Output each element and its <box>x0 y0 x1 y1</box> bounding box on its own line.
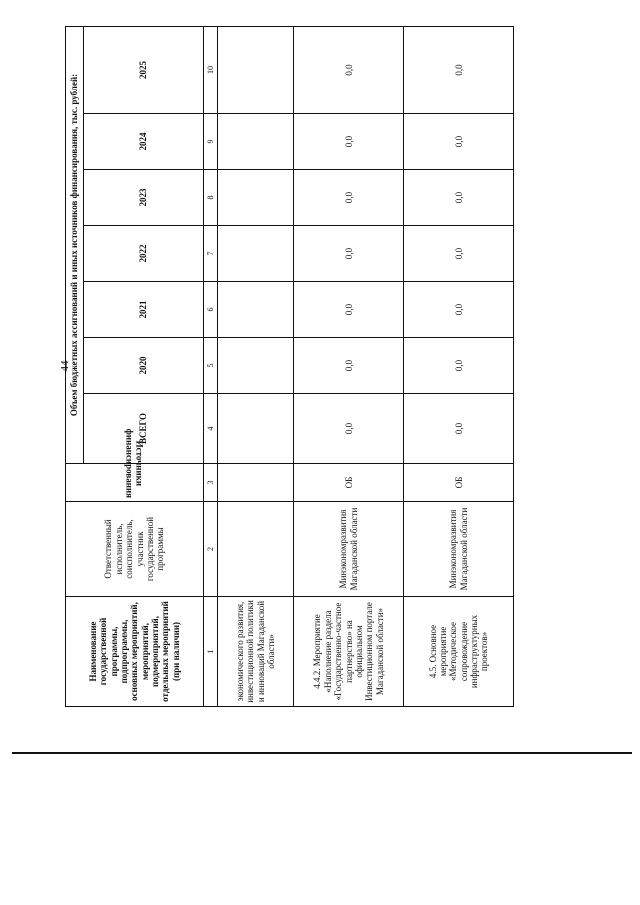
row-value-2023: 0,0 <box>404 170 514 226</box>
row-source: ОБ <box>294 464 404 502</box>
table-row <box>294 26 404 706</box>
row-value-2022: 0,0 <box>294 226 404 282</box>
row-value-2021 <box>218 282 294 338</box>
row-value-2022: 0,0 <box>404 226 514 282</box>
row-executor: Минэкономразвития Магаданской области <box>404 502 514 597</box>
header-name: Наименование государственной программы, подпрограммы, основных мероприятий, мероприятий, подмероприятий, отдельных мероприятий (при наличии) <box>66 597 204 707</box>
header-year-2021: 2021 <box>84 282 204 338</box>
column-number: 5 <box>204 338 218 394</box>
header-volume: Объем бюджетных ассигнований и иных источников финансирования, тыс. рублей: <box>66 26 84 463</box>
row-executor <box>218 502 294 597</box>
header-year-2023: 2023 <box>84 170 204 226</box>
header-sources-text: Источники финансирования <box>124 428 145 499</box>
header-year-2024: 2024 <box>84 114 204 170</box>
row-value-2021: 0,0 <box>294 282 404 338</box>
row-value-2020 <box>218 338 294 394</box>
row-executor: Минэкономразвития Магаданской области <box>294 502 404 597</box>
table-row <box>218 26 294 706</box>
table-rotated-container <box>65 27 490 707</box>
header-year-2020: 2020 <box>84 338 204 394</box>
column-number: 10 <box>204 26 218 113</box>
row-value-2022 <box>218 226 294 282</box>
row-value-total: 0,0 <box>294 394 404 464</box>
header-executor: Ответственный исполнитель, соисполнитель, участник государственной программы <box>66 502 204 597</box>
row-value-total <box>218 394 294 464</box>
header-year-2025: 2025 <box>84 26 204 113</box>
column-number: 1 <box>204 597 218 707</box>
column-number: 8 <box>204 170 218 226</box>
row-source <box>218 464 294 502</box>
page-number: 44 <box>59 360 71 372</box>
bottom-divider <box>12 752 632 754</box>
row-name: 4.4.2. Мероприятие «Наполнение раздела «Государственно-частное партнерство» на официальном Инвестиционном портале Магаданской области» <box>294 597 404 707</box>
row-value-2023: 0,0 <box>294 170 404 226</box>
row-source: ОБ <box>404 464 514 502</box>
row-name: 4.5. Основное мероприятие «Методическое сопровождение инфраструктурных проектов» <box>404 597 514 707</box>
row-name: экономического развития, инвестиционной политики и инноваций Магаданской области» <box>218 597 294 707</box>
row-value-2020: 0,0 <box>294 338 404 394</box>
row-value-2021: 0,0 <box>404 282 514 338</box>
column-number: 4 <box>204 394 218 464</box>
column-number: 2 <box>204 502 218 597</box>
column-number: 9 <box>204 114 218 170</box>
row-value-2024: 0,0 <box>404 114 514 170</box>
column-number: 6 <box>204 282 218 338</box>
column-number: 3 <box>204 464 218 502</box>
column-number: 7 <box>204 226 218 282</box>
column-numbers-row <box>204 26 218 706</box>
row-value-2024 <box>218 114 294 170</box>
header-year-2022: 2022 <box>84 226 204 282</box>
row-value-2025: 0,0 <box>294 26 404 113</box>
row-value-2025: 0,0 <box>404 26 514 113</box>
row-value-2020: 0,0 <box>404 338 514 394</box>
table-row <box>404 26 514 706</box>
row-value-total: 0,0 <box>404 394 514 464</box>
row-value-2024: 0,0 <box>294 114 404 170</box>
row-value-2023 <box>218 170 294 226</box>
header-total: ВСЕГО <box>84 394 204 464</box>
financing-table <box>65 26 514 707</box>
row-value-2025 <box>218 26 294 113</box>
